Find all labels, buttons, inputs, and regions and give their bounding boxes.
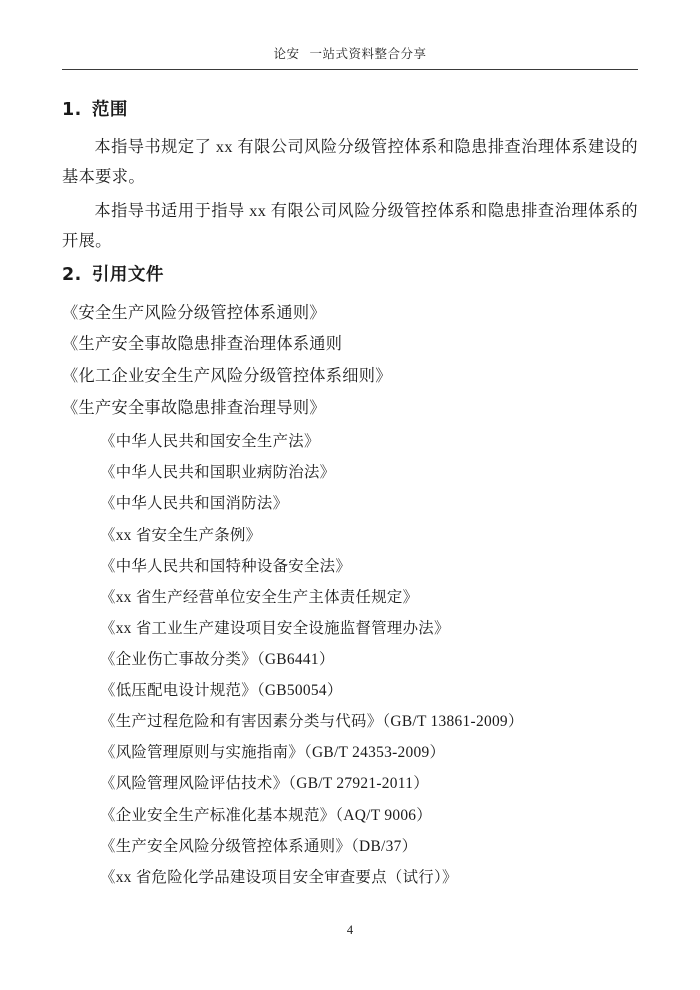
reference-item: 《中华人民共和国消防法》 [100, 495, 289, 513]
section-title-2 [62, 261, 638, 286]
section-1-paragraph-2: 本指导书适用于指导 xx 有限公司风险分级管控体系和隐患排查治理体系的开展。 [62, 201, 638, 250]
reference-item: 《生产安全事故隐患排查治理导则》 [62, 398, 326, 417]
header-right-text: 一站式资料整合分享 [309, 47, 427, 61]
reference-item: 《xx 省生产经营单位安全生产主体责任规定》 [100, 588, 419, 606]
reference-item: 《企业伤亡事故分类》（GB6441） [100, 651, 335, 669]
section-1-paragraph-1: 本指导书规定了 xx 有限公司风险分级管控体系和隐患排查治理体系建设的基本要求。 [62, 138, 638, 186]
section-label-1: 范围 [91, 100, 128, 120]
section-number-1: 1. [62, 100, 82, 120]
reference-item: 《xx 省安全生产条例》 [100, 526, 262, 544]
page-number: 4 [346, 923, 354, 937]
reference-item: 《中华人民共和国特种设备安全法》 [100, 557, 352, 575]
reference-item: 《中华人民共和国安全生产法》 [100, 433, 320, 451]
reference-item: 《中华人民共和国职业病防治法》 [100, 464, 336, 482]
page-header [62, 44, 638, 70]
reference-item: 《风险管理原则与实施指南》（GB/T 24353-2009） [100, 744, 446, 762]
reference-item: 《xx 省危险化学品建设项目安全审查要点（试行）》 [100, 868, 458, 886]
section-number-2: 2. [62, 264, 82, 285]
reference-item: 《生产安全事故隐患排查治理体系通则 [62, 335, 343, 354]
reference-item: 《生产安全风险分级管控体系通则》（DB/37） [100, 837, 418, 855]
reference-item: 《企业安全生产标准化基本规范》（AQ/T 9006） [100, 806, 432, 824]
reference-item: 《xx 省工业生产建设项目安全设施监督管理办法》 [100, 619, 450, 637]
reference-item: 《生产过程危险和有害因素分类与代码》（GB/T 13861-2009） [100, 713, 524, 731]
reference-list-inner [62, 426, 638, 893]
reference-item: 《化工企业安全生产风险分级管控体系细则》 [62, 367, 392, 386]
section-title-1 [62, 96, 638, 121]
section-label-2: 引用文件 [91, 264, 164, 285]
reference-list-outer [62, 298, 638, 424]
header-left-text: 论安 [273, 47, 300, 61]
reference-item: 《风险管理风险评估技术》（GB/T 27921-2011） [100, 775, 429, 793]
reference-item: 《安全生产风险分级管控体系通则》 [62, 303, 326, 322]
reference-item: 《低压配电设计规范》（GB50054） [100, 682, 343, 700]
